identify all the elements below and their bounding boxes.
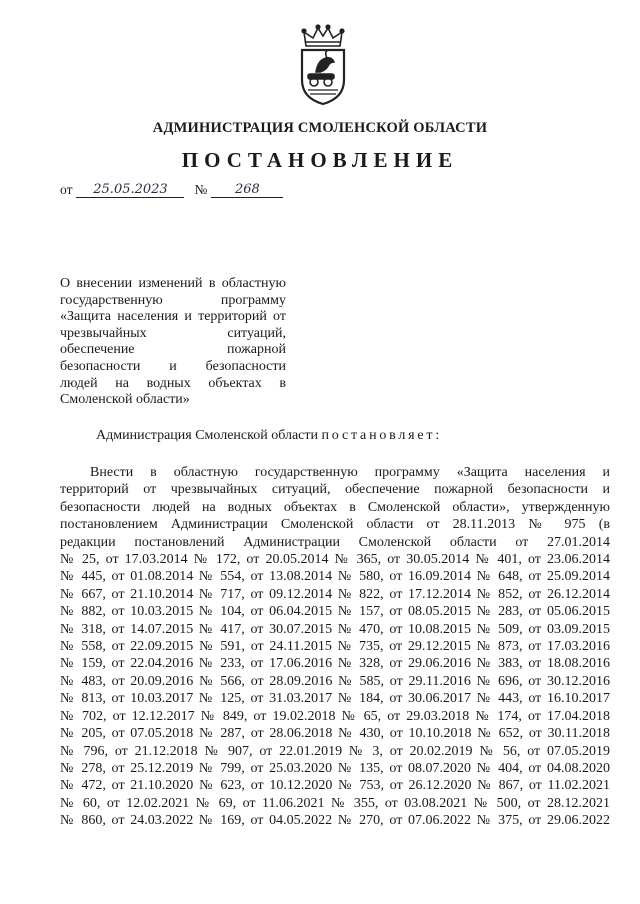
body-line: № 702, от 12.12.2017 № 849, от 19.02.2018 № 65, от 29.03.2018 № 174, от 17.04.2018 [60, 708, 610, 724]
body-line: территорий от чрезвычайных ситуаций, обеспечение пожарной безопасности и [60, 482, 610, 498]
preamble-text: Администрация Смоленской области [96, 428, 322, 443]
body-line: № 472, от 21.10.2020 № 623, от 10.12.2020 № 753, от 26.12.2020 № 867, от 11.02.2021 [60, 778, 610, 794]
preamble-verb: постановляет: [321, 428, 443, 443]
body-line: № 445, от 01.08.2014 № 554, от 13.08.2014 № 580, от 16.09.2014 № 648, от 25.09.2014 [60, 569, 610, 585]
body-line: № 860, от 24.03.2022 № 169, от 04.05.2022 № 270, от 07.06.2022 № 375, от 29.06.2022 [60, 813, 610, 829]
body-line: № 483, от 20.09.2016 № 566, от 28.09.2016 № 585, от 29.11.2016 № 696, от 30.12.2016 [60, 673, 610, 689]
subject-line: государственную программу [60, 292, 286, 308]
body-line: № 796, от 21.12.2018 № 907, от 22.01.2019 № 3, от 20.02.2019 № 56, от 07.05.2019 [60, 743, 610, 759]
body-line: № 60, от 12.02.2021 № 69, от 11.06.2021 № 355, от 03.08.2021 № 500, от 28.12.2021 [60, 795, 610, 811]
document-number: 268 [211, 182, 283, 198]
body-line: № 159, от 22.04.2016 № 233, от 17.06.2016 № 328, от 29.06.2016 № 383, от 18.08.2016 [60, 656, 610, 672]
smolensk-coat-of-arms-icon [294, 24, 352, 106]
document-date: 25.05.2023 [76, 182, 184, 198]
subject-line: О внесении изменений в областную [60, 276, 286, 291]
body-line: № 25, от 17.03.2014 № 172, от 20.05.2014 № 365, от 30.05.2014 № 401, от 23.06.2014 [60, 552, 610, 568]
document-subject [60, 276, 286, 409]
number-prefix: № [194, 182, 208, 197]
body-line: безопасности людей на водных объектах в Смоленской области», утвержденную [60, 499, 610, 515]
body-line: № 558, от 22.09.2015 № 591, от 24.11.2015 № 735, от 29.12.2015 № 873, от 17.03.2016 [60, 639, 610, 655]
body-line: № 318, от 14.07.2015 № 417, от 30.07.2015 № 470, от 10.08.2015 № 509, от 03.09.2015 [60, 621, 610, 637]
subject-line: обеспечение пожарной [60, 342, 286, 358]
body-line: редакции постановлений Администрации Смоленской области от 27.01.2014 [60, 534, 610, 550]
subject-line: «Защита населения и территорий от [60, 309, 286, 325]
subject-line: безопасности и безопасности [60, 358, 286, 374]
body-line: № 667, от 21.10.2014 № 717, от 09.12.2014 № 822, от 17.12.2014 № 852, от 26.12.2014 [60, 586, 610, 602]
date-number-line [60, 182, 283, 198]
body-line: постановлением Администрации Смоленской области от 28.11.2013 № 975 (в [60, 517, 610, 533]
date-prefix: от [60, 182, 73, 197]
subject-line: людей на водных объектах в [60, 375, 286, 391]
body-line: № 813, от 10.03.2017 № 125, от 31.03.2017 № 184, от 30.06.2017 № 443, от 16.10.2017 [60, 691, 610, 707]
subject-line: чрезвычайных ситуаций, [60, 325, 286, 341]
preamble [96, 428, 442, 444]
document-type: ПОСТАНОВЛЕНИЕ [181, 148, 459, 172]
subject-line: Смоленской области» [60, 392, 190, 408]
document-body [60, 464, 610, 830]
body-line: № 205, от 07.05.2018 № 287, от 28.06.2018 № 430, от 10.10.2018 № 652, от 30.11.2018 [60, 726, 610, 742]
body-line: Внести в областную государственную программу «Защита населения и [90, 465, 610, 480]
body-line: № 278, от 25.12.2019 № 799, от 25.03.2020 № 135, от 08.07.2020 № 404, от 04.08.2020 [60, 760, 610, 776]
agency-name: АДМИНИСТРАЦИЯ СМОЛЕНСКОЙ ОБЛАСТИ [152, 120, 488, 136]
body-line: № 882, от 10.03.2015 № 104, от 06.04.2015 № 157, от 08.05.2015 № 283, от 05.06.2015 [60, 604, 610, 620]
